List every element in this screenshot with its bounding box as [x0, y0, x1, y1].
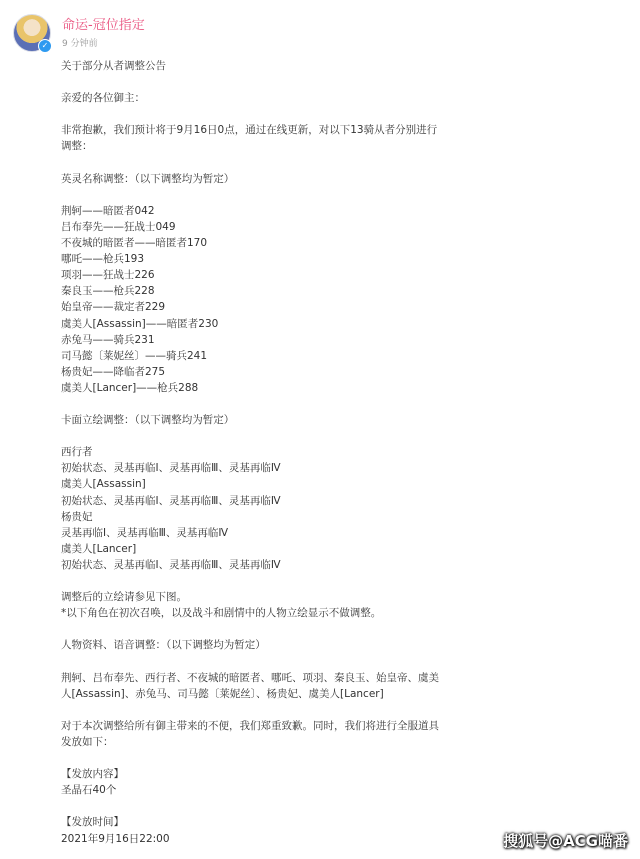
blank-line: [61, 396, 461, 412]
content-line: 始皇帝——裁定者229: [61, 301, 166, 314]
author-avatar[interactable]: [13, 14, 51, 52]
content-line: 人[Assassin]、赤兔马、司马懿〔莱妮丝〕、杨贵妃、虞美人[Lancer]: [61, 687, 384, 700]
content-line: 项羽——狂战士226: [61, 269, 155, 282]
content-line: 虞美人[Assassin]——暗匿者230: [61, 317, 219, 330]
content-line: 英灵名称调整：（以下调整均为暂定）: [61, 172, 235, 185]
content-line: 初始状态、灵基再临Ⅰ、灵基再临Ⅲ、灵基再临Ⅳ: [61, 462, 281, 475]
post-timestamp: 9 分钟前: [62, 39, 98, 49]
content-line: 司马懿〔莱妮丝〕——骑兵241: [61, 349, 208, 362]
blank-line: [61, 798, 461, 814]
content-line: 灵基再临Ⅰ、灵基再临Ⅲ、灵基再临Ⅳ: [61, 526, 229, 539]
blank-line: [61, 702, 461, 718]
content-line: 发放如下：: [61, 735, 114, 748]
content-line: 关于部分从者调整公告: [61, 60, 166, 72]
content-line: 赤兔马——骑兵231: [61, 333, 155, 346]
blank-line: [61, 573, 461, 589]
content-line: 调整：: [61, 140, 93, 153]
content-line: 人物资料、语音调整：（以下调整均为暂定）: [61, 639, 266, 652]
author-name[interactable]: 命运-冠位指定: [62, 18, 145, 33]
content-line: 卡面立绘调整：（以下调整均为暂定）: [61, 414, 235, 427]
content-line: 虞美人[Lancer]: [61, 542, 137, 555]
content-line: 吕布奉先——狂战士049: [61, 220, 176, 233]
content-line: 2021年9月16日22:00: [61, 832, 170, 845]
content-line: 圣晶石40个: [61, 784, 117, 797]
content-line: 【发放时间】: [61, 816, 124, 829]
content-line: 荆轲、吕布奉先、西行者、不夜城的暗匿者、哪吒、项羽、秦良玉、始皇帝、虞美: [61, 671, 439, 684]
verified-badge-icon: ✓: [38, 39, 52, 53]
blank-line: [61, 428, 461, 444]
content-line: 杨贵妃——降临者275: [61, 365, 166, 378]
content-line: *以下角色在初次召唤，以及战斗和剧情中的人物立绘显示不做调整。: [61, 607, 382, 620]
content-line: 西行者: [61, 446, 93, 459]
source-watermark: 搜狐号@ACG喵番: [503, 832, 628, 850]
content-line: 虞美人[Assassin]: [61, 478, 146, 491]
content-line: 对于本次调整给所有御主带来的不便，我们郑重致歉。同时，我们将进行全服道具: [61, 719, 439, 732]
content-line: 荆轲——暗匿者042: [61, 204, 155, 217]
content-line: 【发放内容】: [61, 768, 124, 781]
content-line: 不夜城的暗匿者——暗匿者170: [61, 237, 208, 250]
content-line: 非常抱歉，我们预计将于9月16日0点，通过在线更新，对以下13骑从者分别进行: [61, 124, 438, 137]
blank-line: [61, 621, 461, 637]
content-line: 亲爱的各位御主：: [61, 92, 145, 105]
content-line: 初始状态、灵基再临Ⅰ、灵基再临Ⅲ、灵基再临Ⅳ: [61, 558, 281, 571]
content-line: 秦良玉——枪兵228: [61, 285, 155, 298]
blank-line: [61, 187, 461, 203]
content-line: 调整后的立绘请参见下图。: [61, 591, 187, 604]
content-line: 杨贵妃: [61, 510, 93, 523]
blank-line: [61, 74, 461, 90]
blank-line: [61, 155, 461, 171]
blank-line: [61, 653, 461, 669]
blank-line: [61, 106, 461, 122]
content-line: 初始状态、灵基再临Ⅰ、灵基再临Ⅲ、灵基再临Ⅳ: [61, 494, 281, 507]
post-content: [61, 58, 461, 847]
blank-line: [61, 750, 461, 766]
content-line: 虞美人[Lancer]——枪兵288: [61, 381, 199, 394]
content-line: 哪吒——枪兵193: [61, 253, 145, 266]
